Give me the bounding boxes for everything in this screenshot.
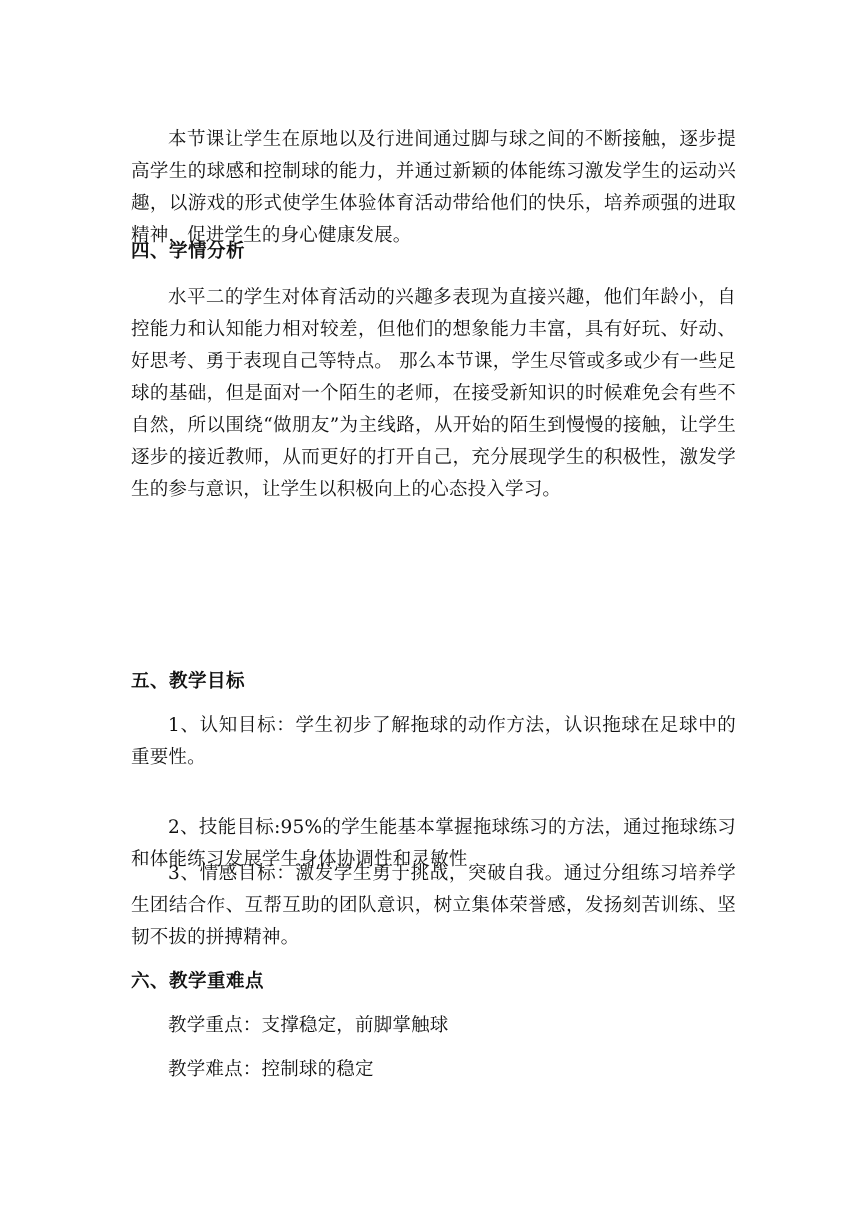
goal-cognitive: 1、认知目标：学生初步了解拖球的动作方法，认识拖球在足球中的重要性。 <box>131 715 736 768</box>
section-heading-key-points: 六、教学重难点 <box>131 971 265 992</box>
goal-emotional: 3、情感目标：激发学生勇于挑战，突破自我。通过分组练习培养学生团结合作、互帮互助的团队意识，树立集体荣誉感，发扬刻苦训练、坚韧不拔的拼搏精神。 <box>131 863 736 948</box>
goal-skill: 2、技能目标:95%的学生能基本掌握拖球练习的方法，通过拖球练习和体能练习发展学生身体协调性和灵敏性 <box>131 817 736 870</box>
key-point: 教学重点：支撑稳定，前脚掌触球 <box>168 1015 449 1036</box>
intro-paragraph: 本节课让学生在原地以及行进间通过脚与球之间的不断接触，逐步提高学生的球感和控制球的能力，并通过新颖的体能练习激发学生的运动兴趣，以游戏的形式使学生体验体育活动带给他们的快乐，培养顽强的进取精神，促进学生的身心健康发展。 <box>131 129 736 246</box>
section-heading-teaching-goals: 五、教学目标 <box>131 671 246 692</box>
section-heading-student-analysis: 四、学情分析 <box>131 241 246 262</box>
difficult-point: 教学难点：控制球的稳定 <box>168 1059 374 1080</box>
student-analysis-paragraph: 水平二的学生对体育活动的兴趣多表现为直接兴趣，他们年龄小，自控能力和认知能力相对较差，但他们的想象能力丰富，具有好玩、好动、好思考、勇于表现自己等特点。 那么本节课，学生尽管或多或少有一些足球的基础，但是面对一个陌生的老师，在接受新知识的时候难免会有些不自然，所以围绕“做朋友”为主线路，从开始的陌生到慢慢的接触，让学生逐步的接近教师，从而更好的打开自己，充分展现学生的积极性，激发学生的参与意识，让学生以积极向上的心态投入学习。 <box>131 287 736 500</box>
